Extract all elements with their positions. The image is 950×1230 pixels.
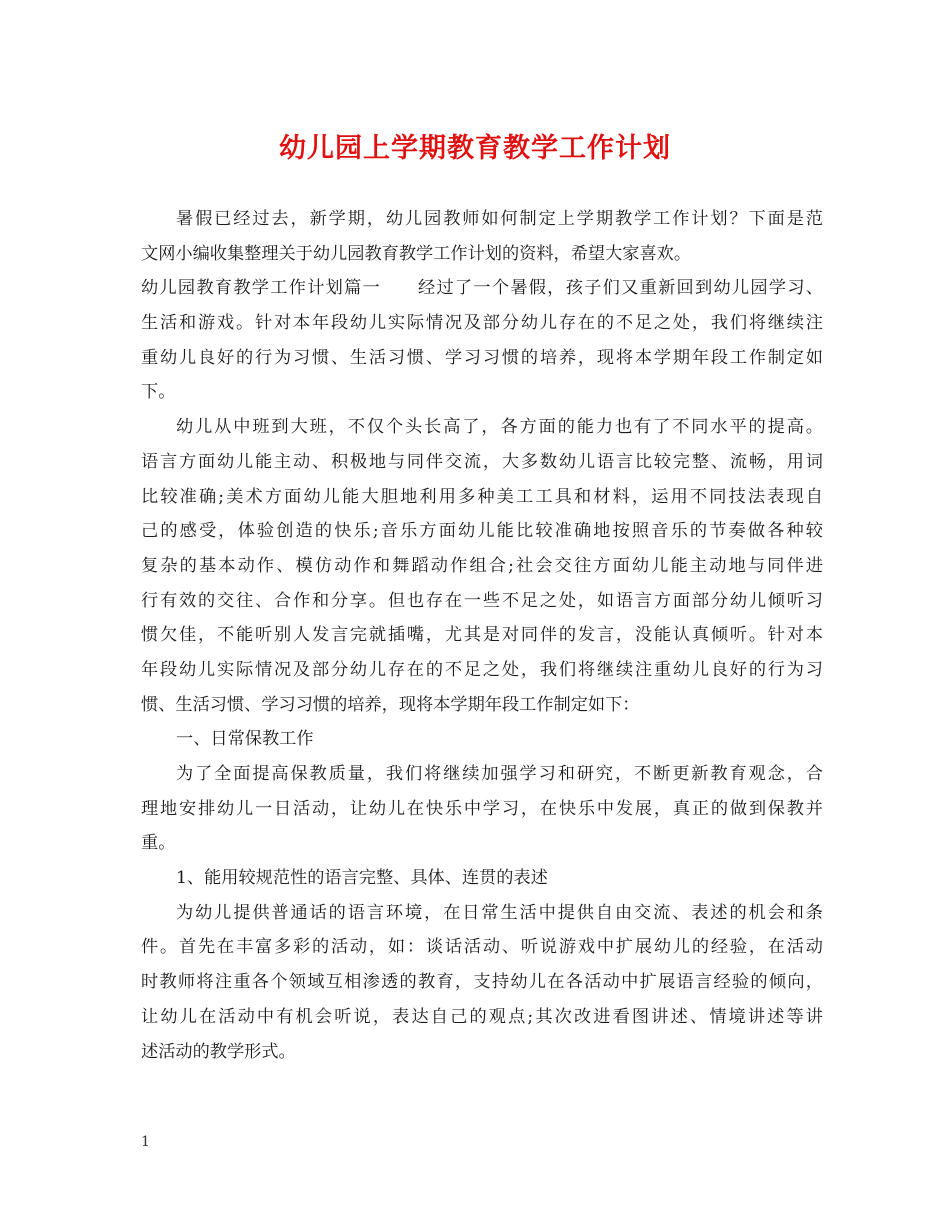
text-line: 幼儿园教育教学工作计划篇一 经过了一个暑假，孩子们又重新回到幼儿园学习、 (141, 278, 823, 299)
text-line: 复杂的基本动作、模仿动作和舞蹈动作组合;社会交往方面幼儿能主动地与同伴进 (141, 555, 823, 576)
text-line: 生活和游戏。针对本年段幼儿实际情况及部分幼儿存在的不足之处，我们将继续注 (141, 313, 823, 334)
subsection-heading: 1、能用较规范性的语言完整、具体、连贯的表述 (176, 868, 548, 889)
text-line: 重幼儿良好的行为习惯、生活习惯、学习习惯的培养，现将本学期年段工作制定如 (141, 347, 823, 368)
text-line: 惯、生活习惯、学习习惯的培养，现将本学期年段工作制定如下： (141, 694, 640, 715)
text-line: 幼儿从中班到大班，不仅个头长高了，各方面的能力也有了不同水平的提高。 (176, 417, 823, 438)
document-body (141, 202, 823, 1069)
text-line: 理地安排幼儿一日活动，让幼儿在快乐中学习，在快乐中发展，真正的做到保教并 (141, 798, 823, 819)
page-number: 1 (141, 1134, 150, 1150)
text-line: 时教师将注重各个领域互相渗透的教育，支持幼儿在各活动中扩展语言经验的倾向， (141, 972, 823, 993)
text-line: 重。 (141, 833, 176, 854)
text-line: 为了全面提高保教质量，我们将继续加强学习和研究，不断更新教育观念，合 (176, 764, 823, 784)
text-line: 述活动的教学形式。 (141, 1041, 296, 1062)
text-line: 为幼儿提供普通话的语言环境，在日常生活中提供自由交流、表述的机会和条 (176, 902, 823, 923)
text-line: 下。 (141, 382, 176, 403)
section-heading: 一、日常保教工作 (176, 729, 314, 750)
text-line: 年段幼儿实际情况及部分幼儿存在的不足之处，我们将继续注重幼儿良好的行为习 (141, 659, 823, 680)
text-line: 暑假已经过去，新学期，幼儿园教师如何制定上学期教学工作计划？下面是范 (176, 209, 823, 229)
text-line: 惯欠佳，不能听别人发言完就插嘴，尤其是对同伴的发言，没能认真倾听。针对本 (141, 625, 823, 646)
page-title: 幼儿园上学期教育教学工作计划 (279, 133, 671, 164)
text-line: 己的感受，体验创造的快乐;音乐方面幼儿能比较准确地按照音乐的节奏做各种较 (141, 521, 823, 542)
text-line: 文网小编收集整理关于幼儿园教育教学工作计划的资料，希望大家喜欢。 (141, 243, 692, 264)
text-line: 件。首先在丰富多彩的活动，如：谈话活动、听说游戏中扩展幼儿的经验，在活动 (141, 937, 823, 958)
text-line: 语言方面幼儿能主动、积极地与同伴交流，大多数幼儿语言比较完整、流畅，用词 (141, 451, 823, 472)
text-line: 让幼儿在活动中有机会听说，表达自己的观点;其次改进看图讲述、情境讲述等讲 (141, 1006, 823, 1027)
text-line: 比较准确;美术方面幼儿能大胆地利用多种美工工具和材料，运用不同技法表现自 (141, 486, 823, 507)
text-line: 行有效的交往、合作和分享。但也存在一些不足之处，如语言方面部分幼儿倾听习 (141, 590, 823, 611)
